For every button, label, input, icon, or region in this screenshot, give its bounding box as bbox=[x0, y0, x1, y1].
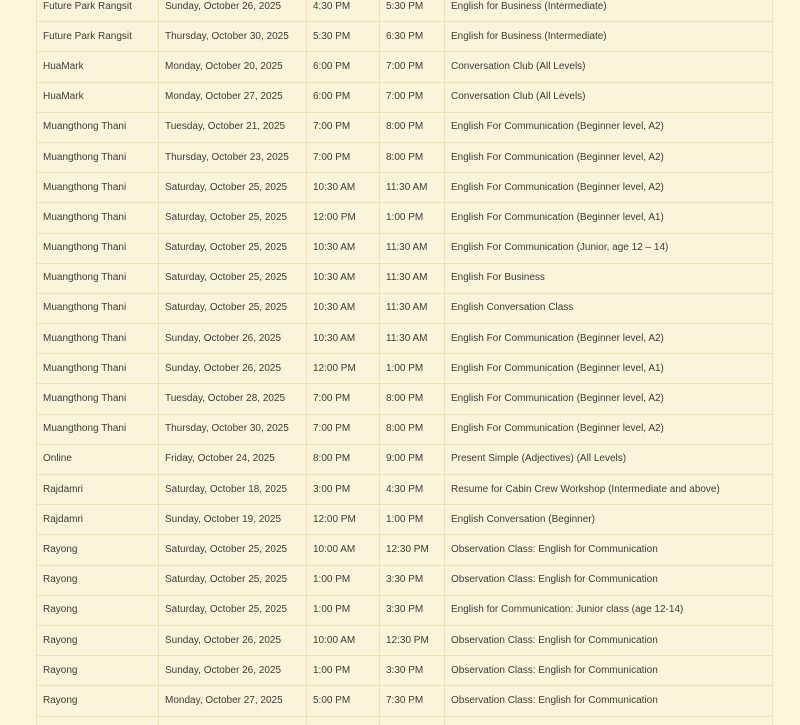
date-cell: Monday, October 20, 2025 bbox=[159, 52, 307, 82]
date-cell: Saturday, October 25, 2025 bbox=[159, 233, 307, 263]
location-cell: Rayong bbox=[37, 565, 159, 595]
course-cell: Observation Class: English for Communication bbox=[445, 656, 773, 686]
course-cell: English for Business (Intermediate) bbox=[445, 0, 773, 22]
course-cell: English For Communication (Beginner level, A2) bbox=[445, 414, 773, 444]
end-time-cell: 7:00 PM bbox=[380, 82, 445, 112]
course-cell: English For Communication (Junior, age 12 – 14) bbox=[445, 233, 773, 263]
table-row bbox=[37, 384, 773, 414]
course-cell: English for Communication: Junior class (age 12-14) bbox=[445, 595, 773, 625]
table-row bbox=[37, 293, 773, 323]
start-time-cell: 3:00 PM bbox=[307, 475, 380, 505]
end-time-cell: 5:30 PM bbox=[380, 0, 445, 22]
date-cell: Monday, October 27, 2025 bbox=[159, 82, 307, 112]
course-cell: English For Communication (Beginner level, A2) bbox=[445, 324, 773, 354]
start-time-cell: 10:30 AM bbox=[307, 324, 380, 354]
table-row bbox=[37, 233, 773, 263]
location-cell: Muangthong Thani bbox=[37, 293, 159, 323]
start-time-cell: 4:30 PM bbox=[307, 0, 380, 22]
location-cell: Muangthong Thani bbox=[37, 414, 159, 444]
start-time-cell bbox=[307, 716, 380, 725]
date-cell: Sunday, October 19, 2025 bbox=[159, 505, 307, 535]
location-cell bbox=[37, 716, 159, 725]
date-cell: Sunday, October 26, 2025 bbox=[159, 354, 307, 384]
start-time-cell: 12:00 PM bbox=[307, 505, 380, 535]
date-cell: Friday, October 24, 2025 bbox=[159, 444, 307, 474]
date-cell: Thursday, October 30, 2025 bbox=[159, 22, 307, 52]
location-cell: Rayong bbox=[37, 686, 159, 716]
end-time-cell: 1:00 PM bbox=[380, 354, 445, 384]
location-cell: Muangthong Thani bbox=[37, 142, 159, 172]
end-time-cell: 7:00 PM bbox=[380, 52, 445, 82]
start-time-cell: 1:00 PM bbox=[307, 595, 380, 625]
location-cell: Rayong bbox=[37, 625, 159, 655]
location-cell: Rajdamri bbox=[37, 475, 159, 505]
location-cell: HuaMark bbox=[37, 82, 159, 112]
end-time-cell: 8:00 PM bbox=[380, 142, 445, 172]
date-cell: Monday, October 27, 2025 bbox=[159, 686, 307, 716]
table-row bbox=[37, 173, 773, 203]
table-row bbox=[37, 535, 773, 565]
course-cell: English Conversation (Beginner) bbox=[445, 505, 773, 535]
course-cell: English Conversation Class bbox=[445, 293, 773, 323]
end-time-cell: 1:00 PM bbox=[380, 203, 445, 233]
date-cell: Thursday, October 30, 2025 bbox=[159, 414, 307, 444]
start-time-cell: 10:30 AM bbox=[307, 293, 380, 323]
date-cell: Thursday, October 23, 2025 bbox=[159, 142, 307, 172]
end-time-cell bbox=[380, 716, 445, 725]
table-row bbox=[37, 505, 773, 535]
table-row bbox=[37, 656, 773, 686]
table-row bbox=[37, 595, 773, 625]
start-time-cell: 10:30 AM bbox=[307, 263, 380, 293]
start-time-cell: 7:00 PM bbox=[307, 142, 380, 172]
date-cell: Saturday, October 25, 2025 bbox=[159, 293, 307, 323]
location-cell: Rajdamri bbox=[37, 505, 159, 535]
date-cell: Saturday, October 25, 2025 bbox=[159, 565, 307, 595]
location-cell: HuaMark bbox=[37, 52, 159, 82]
location-cell: Rayong bbox=[37, 595, 159, 625]
end-time-cell: 3:30 PM bbox=[380, 595, 445, 625]
date-cell: Sunday, October 26, 2025 bbox=[159, 0, 307, 22]
table-row bbox=[37, 142, 773, 172]
end-time-cell: 7:30 PM bbox=[380, 686, 445, 716]
date-cell: Tuesday, October 28, 2025 bbox=[159, 384, 307, 414]
date-cell: Saturday, October 25, 2025 bbox=[159, 203, 307, 233]
date-cell: Saturday, October 25, 2025 bbox=[159, 535, 307, 565]
end-time-cell: 11:30 AM bbox=[380, 263, 445, 293]
date-cell: Tuesday, October 21, 2025 bbox=[159, 112, 307, 142]
location-cell: Rayong bbox=[37, 535, 159, 565]
location-cell: Rayong bbox=[37, 656, 159, 686]
end-time-cell: 11:30 AM bbox=[380, 324, 445, 354]
course-cell: Conversation Club (All Levels) bbox=[445, 82, 773, 112]
table-row bbox=[37, 475, 773, 505]
table-row bbox=[37, 414, 773, 444]
end-time-cell: 11:30 AM bbox=[380, 233, 445, 263]
end-time-cell: 3:30 PM bbox=[380, 656, 445, 686]
date-cell: Sunday, October 26, 2025 bbox=[159, 324, 307, 354]
course-cell: English For Communication (Beginner level, A1) bbox=[445, 203, 773, 233]
table-row bbox=[37, 354, 773, 384]
start-time-cell: 10:30 AM bbox=[307, 233, 380, 263]
start-time-cell: 7:00 PM bbox=[307, 112, 380, 142]
table-row bbox=[37, 203, 773, 233]
table-row bbox=[37, 716, 773, 725]
end-time-cell: 8:00 PM bbox=[380, 112, 445, 142]
table-row bbox=[37, 22, 773, 52]
location-cell: Muangthong Thani bbox=[37, 384, 159, 414]
table-row bbox=[37, 52, 773, 82]
start-time-cell: 1:00 PM bbox=[307, 656, 380, 686]
course-cell: Observation Class: English for Communication bbox=[445, 565, 773, 595]
date-cell: Sunday, October 26, 2025 bbox=[159, 656, 307, 686]
start-time-cell: 12:00 PM bbox=[307, 354, 380, 384]
course-cell: Conversation Club (All Levels) bbox=[445, 52, 773, 82]
course-cell: English For Business bbox=[445, 263, 773, 293]
schedule-table-container bbox=[36, 0, 772, 725]
table-row bbox=[37, 82, 773, 112]
location-cell: Muangthong Thani bbox=[37, 173, 159, 203]
course-cell: English for Business (Intermediate) bbox=[445, 22, 773, 52]
end-time-cell: 11:30 AM bbox=[380, 293, 445, 323]
end-time-cell: 11:30 AM bbox=[380, 173, 445, 203]
start-time-cell: 12:00 PM bbox=[307, 203, 380, 233]
table-row bbox=[37, 444, 773, 474]
course-cell: Observation Class: English for Communication bbox=[445, 686, 773, 716]
location-cell: Muangthong Thani bbox=[37, 203, 159, 233]
location-cell: Muangthong Thani bbox=[37, 263, 159, 293]
course-cell: English For Communication (Beginner level, A2) bbox=[445, 142, 773, 172]
date-cell: Sunday, October 26, 2025 bbox=[159, 625, 307, 655]
location-cell: Future Park Rangsit bbox=[37, 0, 159, 22]
start-time-cell: 1:00 PM bbox=[307, 565, 380, 595]
page-margin bbox=[0, 0, 36, 725]
start-time-cell: 5:00 PM bbox=[307, 686, 380, 716]
end-time-cell: 9:00 PM bbox=[380, 444, 445, 474]
course-cell: Present Simple (Adjectives) (All Levels) bbox=[445, 444, 773, 474]
course-cell: English For Communication (Beginner level, A2) bbox=[445, 173, 773, 203]
date-cell: Saturday, October 25, 2025 bbox=[159, 173, 307, 203]
location-cell: Muangthong Thani bbox=[37, 112, 159, 142]
course-cell: English For Communication (Beginner level, A2) bbox=[445, 384, 773, 414]
course-cell bbox=[445, 716, 773, 725]
end-time-cell: 3:30 PM bbox=[380, 565, 445, 595]
start-time-cell: 10:00 AM bbox=[307, 535, 380, 565]
end-time-cell: 8:00 PM bbox=[380, 414, 445, 444]
location-cell: Muangthong Thani bbox=[37, 324, 159, 354]
end-time-cell: 1:00 PM bbox=[380, 505, 445, 535]
end-time-cell: 6:30 PM bbox=[380, 22, 445, 52]
table-row bbox=[37, 686, 773, 716]
course-cell: Observation Class: English for Communication bbox=[445, 625, 773, 655]
location-cell: Muangthong Thani bbox=[37, 233, 159, 263]
start-time-cell: 10:00 AM bbox=[307, 625, 380, 655]
table-row bbox=[37, 324, 773, 354]
date-cell: Saturday, October 25, 2025 bbox=[159, 595, 307, 625]
start-time-cell: 5:30 PM bbox=[307, 22, 380, 52]
start-time-cell: 8:00 PM bbox=[307, 444, 380, 474]
course-cell: English For Communication (Beginner level, A2) bbox=[445, 112, 773, 142]
end-time-cell: 8:00 PM bbox=[380, 384, 445, 414]
table-row bbox=[37, 565, 773, 595]
location-cell: Muangthong Thani bbox=[37, 354, 159, 384]
end-time-cell: 12:30 PM bbox=[380, 625, 445, 655]
end-time-cell: 12:30 PM bbox=[380, 535, 445, 565]
table-row bbox=[37, 625, 773, 655]
table-row bbox=[37, 263, 773, 293]
location-cell: Online bbox=[37, 444, 159, 474]
course-cell: English For Communication (Beginner level, A1) bbox=[445, 354, 773, 384]
end-time-cell: 4:30 PM bbox=[380, 475, 445, 505]
table-row bbox=[37, 112, 773, 142]
course-cell: Resume for Cabin Crew Workshop (Intermediate and above) bbox=[445, 475, 773, 505]
schedule-table-body bbox=[37, 0, 773, 725]
date-cell bbox=[159, 716, 307, 725]
start-time-cell: 7:00 PM bbox=[307, 414, 380, 444]
start-time-cell: 6:00 PM bbox=[307, 52, 380, 82]
table-row bbox=[37, 0, 773, 22]
date-cell: Saturday, October 25, 2025 bbox=[159, 263, 307, 293]
start-time-cell: 7:00 PM bbox=[307, 384, 380, 414]
date-cell: Saturday, October 18, 2025 bbox=[159, 475, 307, 505]
start-time-cell: 6:00 PM bbox=[307, 82, 380, 112]
start-time-cell: 10:30 AM bbox=[307, 173, 380, 203]
class-schedule-table bbox=[36, 0, 773, 725]
location-cell: Future Park Rangsit bbox=[37, 22, 159, 52]
course-cell: Observation Class: English for Communication bbox=[445, 535, 773, 565]
